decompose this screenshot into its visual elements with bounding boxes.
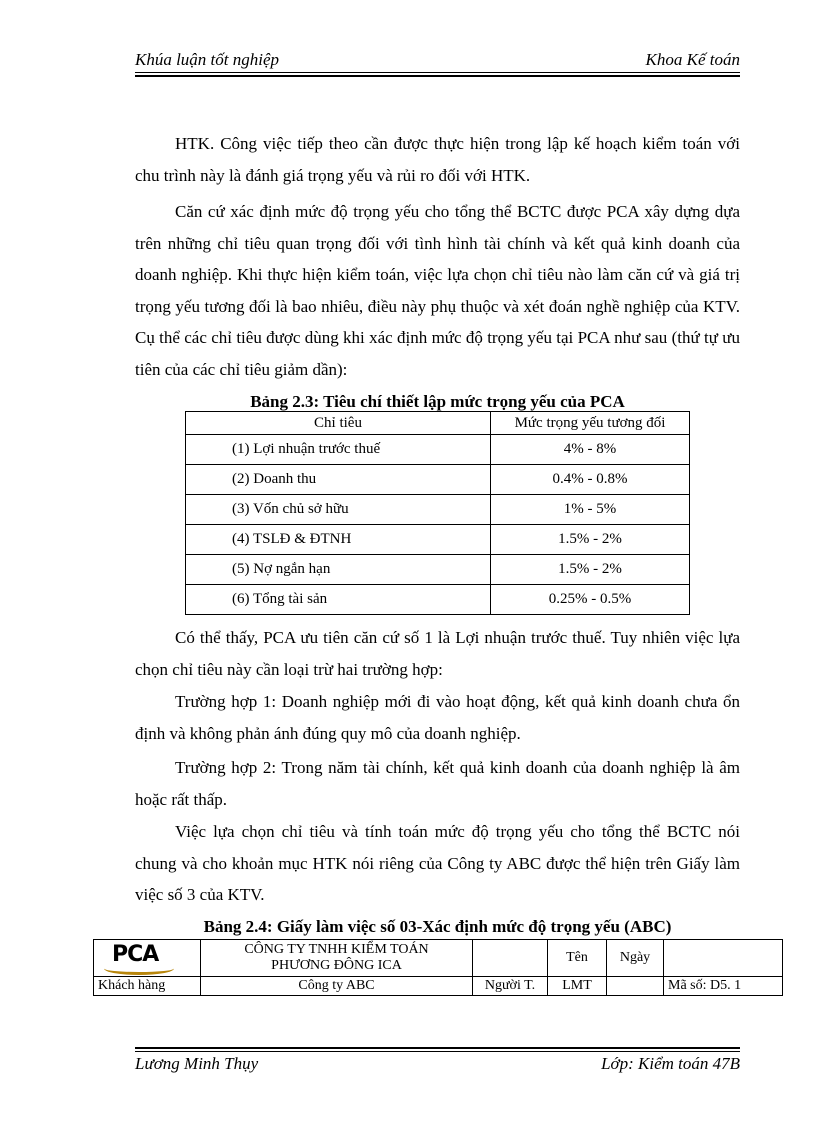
paragraph-5: Trường hợp 2: Trong năm tài chính, kết quả kinh doanh của doanh nghiệp là âm hoặc rất thấp. [135,758,740,809]
header-rule [135,72,740,73]
criterion-cell: (5) Nợ ngắn hạn [186,555,491,585]
rate-cell: 1.5% - 2% [491,525,690,555]
logo-cell [94,940,201,977]
header-criterion: Chỉ tiêu [186,412,491,435]
logo-swoosh-icon [104,962,174,975]
header-thesis-title: Khúa luận tốt nghiệp [135,50,280,69]
rate-cell: 1.5% - 2% [491,555,690,585]
wp-row-client [94,977,783,996]
criterion-cell: (3) Vốn chủ sở hữu [186,495,491,525]
wp-row-company [94,940,783,977]
paragraph-3: Có thể thấy, PCA ưu tiên căn cứ số 1 là Lợi nhuận trước thuế. Tuy nhiên việc lựa chọn chỉ tiêu này cần loại trừ hai trường hợp: [135,628,740,679]
page-footer [135,1054,740,1078]
paragraph-1: HTK. Công việc tiếp theo cần được thực hiện trong lập kế hoạch kiểm toán với chu trình này là đánh giá trọng yếu và rủi ro đối với HTK. [135,134,740,185]
date-header-cell: Ngày [607,940,664,977]
criterion-cell: (1) Lợi nhuận trước thuế [186,435,491,465]
criterion-cell: (4) TSLĐ & ĐTNH [186,525,491,555]
company-name-cell [201,940,473,977]
table-row [186,435,690,465]
reference-code: Mã số: D5. 1 [664,977,783,996]
footer-class: Lớp: Kiểm toán 47B [601,1054,740,1073]
page-header [135,48,740,72]
table-header-row [186,412,690,435]
header-rule-thick [135,75,740,77]
client-value: Công ty ABC [201,977,473,996]
materiality-criteria-table [185,411,690,615]
table-row [186,555,690,585]
table-row [186,495,690,525]
table-row [186,465,690,495]
company-line-1: CÔNG TY TNHH KIỂM TOÁN [244,942,429,957]
rate-cell: 0.4% - 0.8% [491,465,690,495]
header-relative-materiality: Mức trọng yếu tương đối [491,412,690,435]
footer-author: Lương Minh Thụy [135,1054,259,1073]
footer-rule-thick [135,1047,740,1049]
blank-cell [664,940,783,977]
footer-rule [135,1051,740,1052]
paragraph-6: Việc lựa chọn chỉ tiêu và tính toán mức độ trọng yếu cho tổng thể BCTC nói chung và cho khoản mục HTK nói riêng của Công ty ABC được thể hiện trên Giấy làm việc số 3 của KTV. [135,822,740,904]
paragraph-4: Trường hợp 1: Doanh nghiệp mới đi vào hoạt động, kết quả kinh doanh chưa ổn định và không phản ánh đúng quy mô của doanh nghiệp. [135,692,740,743]
criterion-cell: (6) Tổng tài sản [186,585,491,615]
company-line-2: PHƯƠNG ĐÔNG ICA [271,958,402,973]
name-header-cell: Tên [548,940,607,977]
table-2-3-title: Bảng 2.3: Tiêu chí thiết lập mức trọng yếu của PCA [250,392,625,411]
rate-cell: 4% - 8% [491,435,690,465]
table-row [186,585,690,615]
client-label: Khách hàng [94,977,201,996]
table-row [186,525,690,555]
blank-cell [607,977,664,996]
preparer-label: Người T. [473,977,548,996]
rate-cell: 1% - 5% [491,495,690,525]
blank-cell [473,940,548,977]
header-faculty: Khoa Kế toán [645,50,740,69]
working-paper-header-table [93,939,783,996]
criterion-cell: (2) Doanh thu [186,465,491,495]
table-2-4-title: Bảng 2.4: Giấy làm việc số 03-Xác định mức độ trọng yếu (ABC) [203,917,672,936]
rate-cell: 0.25% - 0.5% [491,585,690,615]
paragraph-2: Căn cứ xác định mức độ trọng yếu cho tổng thể BCTC được PCA xây dựng dựa trên những chỉ tiêu quan trọng đối với tình hình tài chính và kết quả kinh doanh của doanh nghiệp. Khi thực hiện kiểm toán, việc lựa chọn chỉ tiêu nào làm căn cứ và giá trị trọng yếu tương đối là bao nhiêu, điều này phụ thuộc và xét đoán nghề nghiệp của KTV. Cụ thể các chỉ tiêu được dùng khi xác định mức độ trọng yếu tại PCA như sau (thứ tự ưu tiên của các chỉ tiêu giảm dần): [135,202,740,379]
logo-text: PCA [112,942,159,967]
preparer-value: LMT [548,977,607,996]
